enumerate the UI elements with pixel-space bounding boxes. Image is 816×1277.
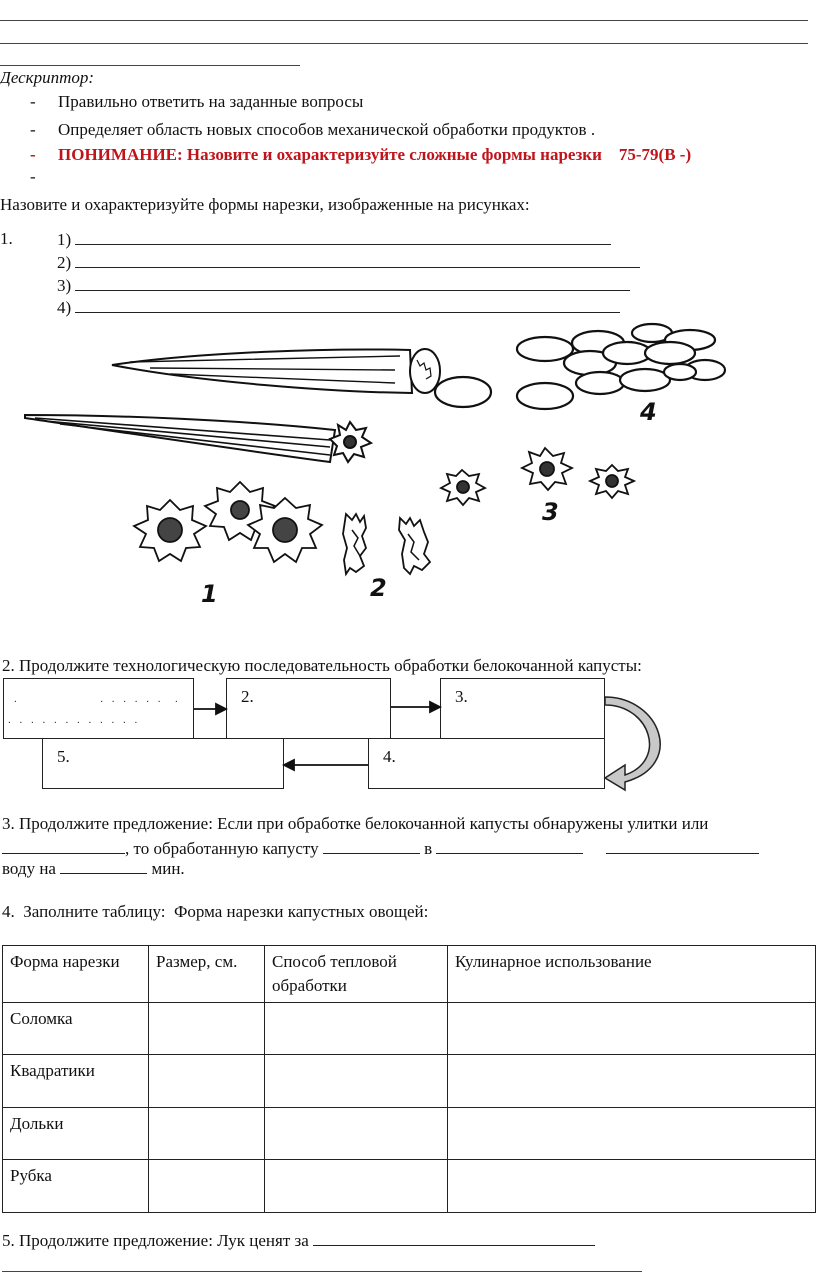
table-header: Способ тепловой обработки (265, 946, 448, 1003)
figure-label-4: 4 (640, 398, 657, 426)
cutting-table (2, 945, 816, 1213)
q3-blank-1[interactable] (2, 838, 125, 854)
table-row (3, 1003, 816, 1055)
table-row-label: Соломка (3, 1003, 149, 1055)
q1-answer-3[interactable]: 3) (57, 275, 630, 296)
table-cell[interactable] (448, 1003, 816, 1055)
q2-prompt: 2. Продолжите технологическую последовательность обработки белокочанной капусты: (2, 656, 642, 675)
figure-label-2: 2 (370, 574, 387, 602)
q3-line-3: воду на мин. (2, 859, 185, 878)
table-row-label: Дольки (3, 1108, 149, 1160)
q3-blank-4[interactable] (606, 838, 759, 854)
flow-box-5-label: 5. (57, 747, 70, 766)
q5-blank-2[interactable] (2, 1271, 642, 1272)
q5-blank-1[interactable] (313, 1230, 595, 1246)
q4-prompt: 4. Заполните таблицу: Форма нарезки капустных овощей: (2, 902, 429, 921)
q3-line-1: 3. Продолжите предложение: Если при обработке белокочанной капусты обнаружены улитки или (2, 814, 709, 833)
q3-blank-5[interactable] (60, 858, 147, 874)
table-cell[interactable] (265, 1108, 448, 1160)
table-header: Кулинарное использование (448, 946, 816, 1003)
table-header: Форма нарезки (3, 946, 149, 1003)
q1-number: 1. (0, 229, 13, 248)
arrow-right-icon-2 (391, 702, 440, 712)
arrow-left-icon (284, 760, 368, 770)
table-row-label: Квадратики (3, 1055, 149, 1108)
flow-box-1-dots-1: . . . . . . . . (14, 693, 181, 705)
descriptor-label: Дескриптор: (0, 68, 95, 87)
table-row (3, 1055, 816, 1108)
q3-blank-3[interactable] (436, 838, 583, 854)
curved-arrow-icon (605, 697, 660, 790)
q1-answer-1[interactable]: 1) (57, 229, 611, 250)
table-cell[interactable] (265, 1160, 448, 1213)
q1-prompt: Назовите и охарактеризуйте формы нарезки, изображенные на рисунках: (0, 195, 530, 214)
figure-label-3: 3 (542, 498, 559, 526)
table-cell[interactable] (265, 1003, 448, 1055)
flow-box-3-label: 3. (455, 687, 468, 706)
arrow-right-icon-1 (194, 704, 226, 714)
table-header: Размер, см. (149, 946, 265, 1003)
table-row-label: Рубка (3, 1160, 149, 1213)
q1-answer-4[interactable]: 4) (57, 297, 620, 318)
q1-answer-2[interactable]: 2) (57, 252, 640, 273)
table-cell[interactable] (149, 1003, 265, 1055)
figure-label-1: 1 (201, 580, 218, 608)
flow-box-2-label: 2. (241, 687, 254, 706)
table-cell[interactable] (149, 1108, 265, 1160)
q5-line: 5. Продолжите предложение: Лук ценят за (2, 1230, 595, 1251)
flow-box-4-label: 4. (383, 747, 396, 766)
q3-line-2: , то обработанную капусту в (2, 838, 759, 859)
table-cell[interactable] (448, 1160, 816, 1213)
table-cell[interactable] (448, 1108, 816, 1160)
table-cell[interactable] (149, 1055, 265, 1108)
table-row (3, 1160, 816, 1213)
flow-box-1-dots-2: . . . . . . . . . . . . (8, 714, 141, 726)
table-header-row (3, 946, 816, 1003)
table-row (3, 1108, 816, 1160)
table-cell[interactable] (448, 1055, 816, 1108)
q3-blank-2[interactable] (323, 838, 420, 854)
table-cell[interactable] (265, 1055, 448, 1108)
table-cell[interactable] (149, 1160, 265, 1213)
